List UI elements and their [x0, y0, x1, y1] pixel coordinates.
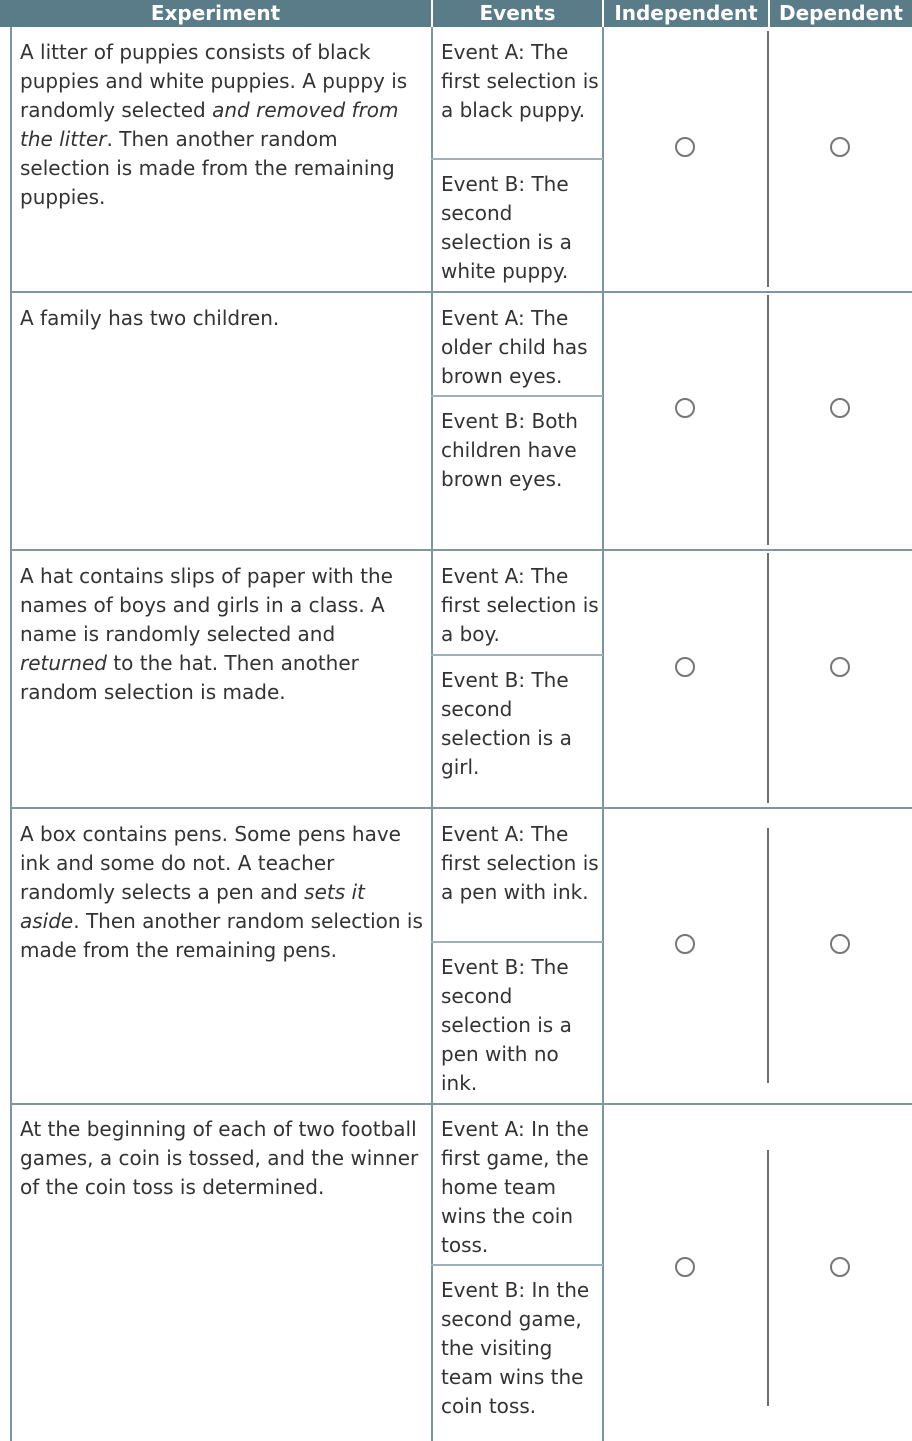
column-divider	[602, 27, 604, 1441]
dependent-radio[interactable]	[830, 398, 850, 418]
independent-radio[interactable]	[675, 137, 695, 157]
event-b-text: Event B: The second selection is a white puppy.	[441, 172, 572, 283]
choice-divider	[767, 553, 769, 803]
experiment-text: At the beginning of each of two football games, a coin is tossed, and the winner of the coin toss is determined.	[20, 1117, 419, 1199]
experiment-text: A litter of puppies consists of black puppies and white puppies. A puppy is randomly selected and removed from the litter. Then another random selection is made from the remaining puppies.	[20, 40, 408, 209]
dependent-radio[interactable]	[830, 1257, 850, 1277]
choice-divider	[767, 295, 769, 545]
row-divider	[10, 549, 912, 551]
event-a-text: Event A: The first selection is a boy.	[441, 564, 599, 646]
event-divider	[431, 395, 603, 397]
choice-divider	[767, 828, 769, 1083]
header-independent: Independent	[604, 0, 768, 27]
event-a-text: Event A: In the first game, the home team wins the coin toss.	[441, 1117, 589, 1257]
experiment-text: A box contains pens. Some pens have ink and some do not. A teacher randomly selects a pen and sets it aside. Then another random selection is made from the remaining pens.	[20, 822, 423, 962]
independent-radio[interactable]	[675, 657, 695, 677]
choice-divider	[767, 31, 769, 287]
experiment-text: A hat contains slips of paper with the names of boys and girls in a class. A name is randomly selected and returned to the hat. Then another random selection is made.	[20, 564, 393, 704]
event-b-text: Event B: In the second game, the visiting team wins the coin toss.	[441, 1278, 590, 1418]
dependent-radio[interactable]	[830, 934, 850, 954]
event-divider	[431, 654, 603, 656]
row-divider	[10, 291, 912, 293]
event-divider	[431, 1264, 603, 1266]
event-a-text: Event A: The older child has brown eyes.	[441, 306, 588, 388]
header-dependent: Dependent	[770, 0, 912, 27]
choice-divider	[767, 1150, 769, 1406]
row-divider	[10, 807, 912, 809]
header-experiment: Experiment	[0, 0, 431, 27]
event-b-text: Event B: Both children have brown eyes.	[441, 409, 578, 491]
independent-radio[interactable]	[675, 398, 695, 418]
independent-radio[interactable]	[675, 1257, 695, 1277]
event-divider	[431, 158, 603, 160]
column-divider	[431, 27, 433, 1441]
event-b-text: Event B: The second selection is a pen with no ink.	[441, 955, 572, 1095]
event-divider	[431, 941, 603, 943]
dependent-radio[interactable]	[830, 137, 850, 157]
row-divider	[10, 1103, 912, 1105]
event-b-text: Event B: The second selection is a girl.	[441, 668, 572, 779]
header-events: Events	[433, 0, 602, 27]
left-border	[10, 27, 12, 1441]
experiment-text: A family has two children.	[20, 306, 280, 330]
event-a-text: Event A: The first selection is a black puppy.	[441, 40, 599, 122]
independent-radio[interactable]	[675, 934, 695, 954]
event-a-text: Event A: The first selection is a pen with ink.	[441, 822, 599, 904]
dependent-radio[interactable]	[830, 657, 850, 677]
